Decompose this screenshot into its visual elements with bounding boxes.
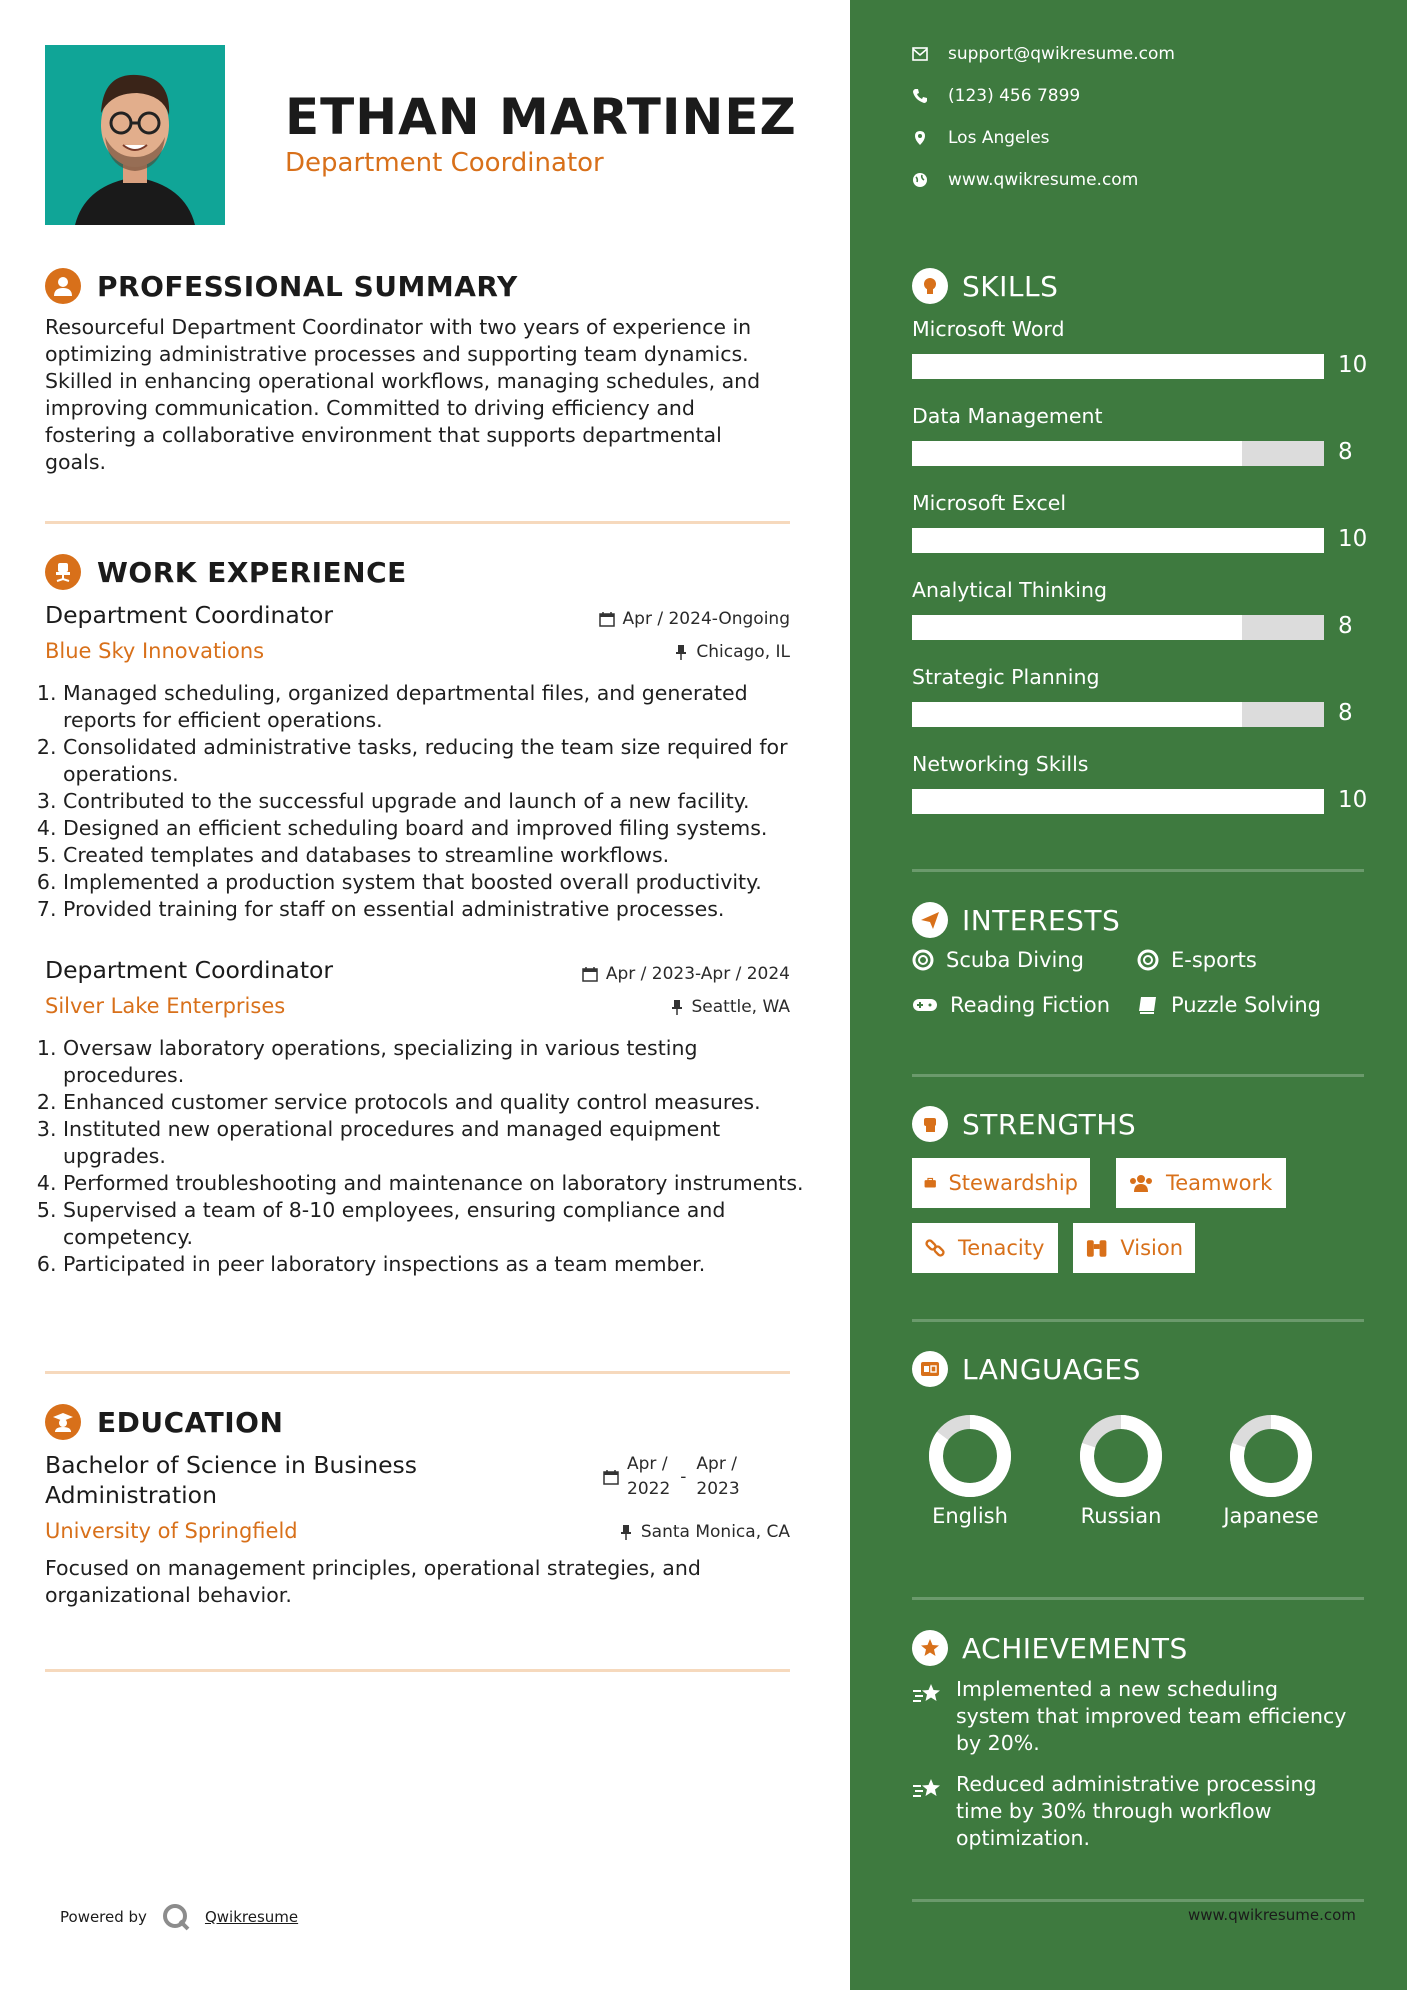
pin-icon	[674, 644, 688, 660]
degree	[45, 1450, 417, 1510]
skill-bar-fill	[912, 441, 1242, 466]
job-role: Department Coordinator	[45, 956, 334, 984]
skill-name: Strategic Planning	[912, 665, 1100, 689]
qwikresume-link[interactable]: Qwikresume	[204, 1908, 299, 1926]
education-location-text: Santa Monica, CA	[640, 1522, 790, 1542]
job-duties	[40, 680, 823, 923]
sidebar-divider	[912, 1074, 1364, 1077]
job-duties	[40, 1035, 823, 1278]
skill-bar-fill	[912, 528, 1324, 553]
duty-item: 2. Consolidated administrative tasks, reducing the team size required for operations.	[63, 734, 823, 788]
footer-website[interactable]: www.qwikresume.com	[1188, 1906, 1356, 1924]
strength-label: Vision	[1120, 1236, 1183, 1260]
phone-icon	[912, 88, 928, 104]
pin-icon	[619, 1524, 633, 1540]
paper-plane-icon	[912, 902, 948, 938]
contact-location-text: Los Angeles	[948, 128, 1050, 148]
duty-item: 3. Instituted new operational procedures and managed equipment upgrades.	[63, 1116, 823, 1170]
languages-heading	[912, 1351, 1141, 1387]
achievement-text	[956, 1676, 1346, 1757]
achievement-line: Reduced administrative processing	[956, 1772, 1317, 1796]
strength-chip	[912, 1223, 1058, 1273]
strengths-title: STRENGTHS	[962, 1107, 1137, 1141]
summary-line: Skilled in enhancing operational workflows, managing schedules, and	[45, 369, 761, 393]
duty-item: 5. Created templates and databases to streamline workflows.	[63, 842, 823, 869]
interest-label: E-sports	[1171, 948, 1257, 972]
interests-heading	[912, 902, 1120, 938]
section-divider	[45, 1371, 790, 1374]
interest-label: Reading Fiction	[950, 993, 1111, 1017]
strengths-heading	[912, 1106, 1136, 1142]
map-pin-icon	[912, 130, 928, 146]
sidebar-divider	[912, 1899, 1364, 1902]
interests-title: INTERESTS	[962, 903, 1121, 937]
briefcase-icon	[924, 1173, 936, 1193]
job-date	[582, 964, 790, 984]
contact-website-text: www.qwikresume.com	[948, 170, 1139, 190]
interest-item	[1137, 993, 1321, 1017]
skill-bar	[912, 615, 1324, 640]
achievement-text	[956, 1771, 1316, 1852]
team-icon	[1128, 1173, 1154, 1193]
duty-item: 7. Provided training for staff on essential administrative processes.	[63, 896, 823, 923]
envelope-icon	[912, 47, 928, 61]
calendar-icon	[582, 966, 598, 982]
qwikresume-logo-icon	[161, 1902, 191, 1932]
book-icon	[1137, 995, 1159, 1015]
strength-chip	[912, 1158, 1090, 1208]
education-description	[45, 1555, 790, 1609]
education-dates	[603, 1452, 740, 1502]
education-title: EDUCATION	[97, 1405, 284, 1439]
strength-label: Stewardship	[948, 1171, 1078, 1195]
start-date-year: 2022	[627, 1479, 671, 1499]
job-date-text: Apr / 2023-Apr / 2024	[605, 964, 790, 984]
duty-item: 2. Enhanced customer service protocols and quality control measures.	[63, 1089, 823, 1116]
job-role: Department Coordinator	[45, 601, 334, 629]
candidate-name: ETHAN MARTINEZ	[285, 88, 797, 146]
achievement-item	[912, 1771, 1362, 1852]
lightbulb-icon	[912, 268, 948, 304]
interest-label: Puzzle Solving	[1171, 993, 1321, 1017]
achievement-line: system that improved team efficiency	[956, 1704, 1347, 1728]
language-item	[910, 1414, 1030, 1528]
achievements-heading	[912, 1630, 1188, 1666]
skill-name: Networking Skills	[912, 752, 1089, 776]
summary-line: goals.	[45, 450, 107, 474]
end-date-month: Apr /	[696, 1454, 737, 1474]
language-donut	[1229, 1414, 1313, 1498]
skill-bar-fill	[912, 702, 1242, 727]
skill-value: 8	[1338, 439, 1353, 465]
link-icon	[924, 1237, 946, 1259]
contact-phone-text: (123) 456 7899	[948, 86, 1081, 106]
graduate-icon	[45, 1404, 81, 1440]
strength-chip	[1116, 1158, 1286, 1208]
summary-heading	[45, 268, 518, 304]
skill-bar	[912, 789, 1324, 814]
calendar-icon	[603, 1469, 619, 1485]
duty-item: 6. Participated in peer laboratory inspections as a team member.	[63, 1251, 823, 1278]
skill-value: 8	[1338, 700, 1353, 726]
degree-line: Bachelor of Science in Business	[45, 1451, 418, 1479]
achievement-line: time by 30% through workflow	[956, 1799, 1272, 1823]
lifebuoy-icon	[1137, 949, 1159, 971]
skill-name: Microsoft Word	[912, 317, 1065, 341]
contact-website[interactable]	[912, 170, 1138, 190]
skills-title: SKILLS	[962, 269, 1059, 303]
language-name: Japanese	[1223, 1504, 1319, 1528]
contact-email-text: support@qwikresume.com	[948, 44, 1175, 64]
summary-title: PROFESSIONAL SUMMARY	[97, 269, 518, 303]
skill-name: Microsoft Excel	[912, 491, 1067, 515]
education-desc-line: organizational behavior.	[45, 1583, 292, 1607]
interest-label: Scuba Diving	[946, 948, 1084, 972]
skill-bar	[912, 702, 1324, 727]
skill-value: 10	[1338, 352, 1368, 378]
achievement-line: Implemented a new scheduling	[956, 1677, 1279, 1701]
job-company: Blue Sky Innovations	[45, 639, 265, 663]
shooting-star-icon	[912, 1682, 944, 1706]
job-location-text: Chicago, IL	[696, 642, 790, 662]
education-heading	[45, 1404, 283, 1440]
fist-icon	[912, 1106, 948, 1142]
interest-item	[1137, 948, 1257, 972]
skill-bar	[912, 354, 1324, 379]
skill-name: Analytical Thinking	[912, 578, 1107, 602]
star-icon	[912, 1630, 948, 1666]
education-location	[619, 1522, 790, 1542]
sidebar-divider	[912, 869, 1364, 872]
skill-name: Data Management	[912, 404, 1103, 428]
person-icon	[45, 268, 81, 304]
summary-line: Resourceful Department Coordinator with two years of experience in	[45, 315, 752, 339]
skill-bar	[912, 528, 1324, 553]
duty-item: 5. Supervised a team of 8-10 employees, ensuring compliance and competency.	[63, 1197, 823, 1251]
skill-bar	[912, 441, 1324, 466]
language-donut	[928, 1414, 1012, 1498]
summary-line: improving communication. Committed to driving efficiency and	[45, 396, 695, 420]
duty-item: 6. Implemented a production system that boosted overall productivity.	[63, 869, 823, 896]
powered-by	[60, 1902, 298, 1932]
job-company: Silver Lake Enterprises	[45, 994, 286, 1018]
sidebar-divider	[912, 1597, 1364, 1600]
candidate-title: Department Coordinator	[285, 148, 604, 178]
globe-icon	[912, 172, 928, 188]
language-donut	[1079, 1414, 1163, 1498]
achievements-title: ACHIEVEMENTS	[962, 1631, 1188, 1665]
languages-title: LANGUAGES	[962, 1352, 1141, 1386]
date-separator: -	[680, 1466, 687, 1487]
section-divider	[45, 521, 790, 524]
gamepad-icon	[912, 996, 938, 1014]
strength-chip	[1073, 1223, 1195, 1273]
skill-bar-fill	[912, 354, 1324, 379]
start-date-month: Apr /	[627, 1454, 668, 1474]
calendar-icon	[599, 611, 615, 627]
job-date	[599, 609, 790, 629]
skill-value: 10	[1338, 526, 1368, 552]
sidebar-divider	[912, 1319, 1364, 1322]
section-divider	[45, 1669, 790, 1672]
summary-line: optimizing administrative processes and supporting team dynamics.	[45, 342, 749, 366]
education-desc-line: Focused on management principles, operational strategies, and	[45, 1556, 701, 1580]
start-date	[627, 1452, 670, 1502]
job-location-text: Seattle, WA	[691, 997, 790, 1017]
job-date-text: Apr / 2024-Ongoing	[622, 609, 790, 629]
job-location	[670, 997, 791, 1017]
pin-icon	[670, 999, 684, 1015]
achievement-line: optimization.	[956, 1826, 1091, 1850]
skills-heading	[912, 268, 1058, 304]
duty-item: 1. Oversaw laboratory operations, specializing in various testing procedures.	[63, 1035, 823, 1089]
end-date	[696, 1452, 739, 1502]
duty-item: 1. Managed scheduling, organized departmental files, and generated reports for efficient operations.	[63, 680, 823, 734]
achievement-item	[912, 1676, 1362, 1757]
language-name: Russian	[1080, 1504, 1162, 1528]
skill-value: 8	[1338, 613, 1353, 639]
profile-photo	[45, 45, 225, 225]
language-icon	[912, 1351, 948, 1387]
contact-email[interactable]	[912, 44, 1175, 64]
duty-item: 3. Contributed to the successful upgrade and launch of a new facility.	[63, 788, 823, 815]
strength-label: Tenacity	[958, 1236, 1045, 1260]
duty-item: 4. Designed an efficient scheduling board and improved filing systems.	[63, 815, 823, 842]
job-location	[674, 642, 790, 662]
strength-label: Teamwork	[1166, 1171, 1273, 1195]
language-item	[1211, 1414, 1331, 1528]
school-name: University of Springfield	[45, 1519, 298, 1543]
interest-item	[912, 993, 1110, 1017]
contact-phone[interactable]	[912, 86, 1080, 106]
end-date-year: 2023	[696, 1479, 740, 1499]
language-name: English	[932, 1504, 1008, 1528]
degree-line: Administration	[45, 1481, 217, 1509]
interest-item	[912, 948, 1084, 972]
powered-by-label: Powered by	[60, 1908, 147, 1926]
skill-bar-fill	[912, 789, 1324, 814]
shooting-star-icon	[912, 1777, 944, 1801]
lifebuoy-icon	[912, 949, 934, 971]
summary-text	[45, 314, 790, 476]
achievement-line: by 20%.	[956, 1731, 1040, 1755]
language-item	[1061, 1414, 1181, 1528]
duty-item: 4. Performed troubleshooting and maintenance on laboratory instruments.	[63, 1170, 823, 1197]
binoculars-icon	[1085, 1237, 1108, 1259]
summary-line: fostering a collaborative environment that supports departmental	[45, 423, 722, 447]
contact-location	[912, 128, 1050, 148]
skill-bar-fill	[912, 615, 1242, 640]
work-title: WORK EXPERIENCE	[97, 555, 407, 589]
work-heading	[45, 554, 407, 590]
office-chair-icon	[45, 554, 81, 590]
skill-value: 10	[1338, 787, 1368, 813]
person-photo-icon	[45, 45, 225, 225]
